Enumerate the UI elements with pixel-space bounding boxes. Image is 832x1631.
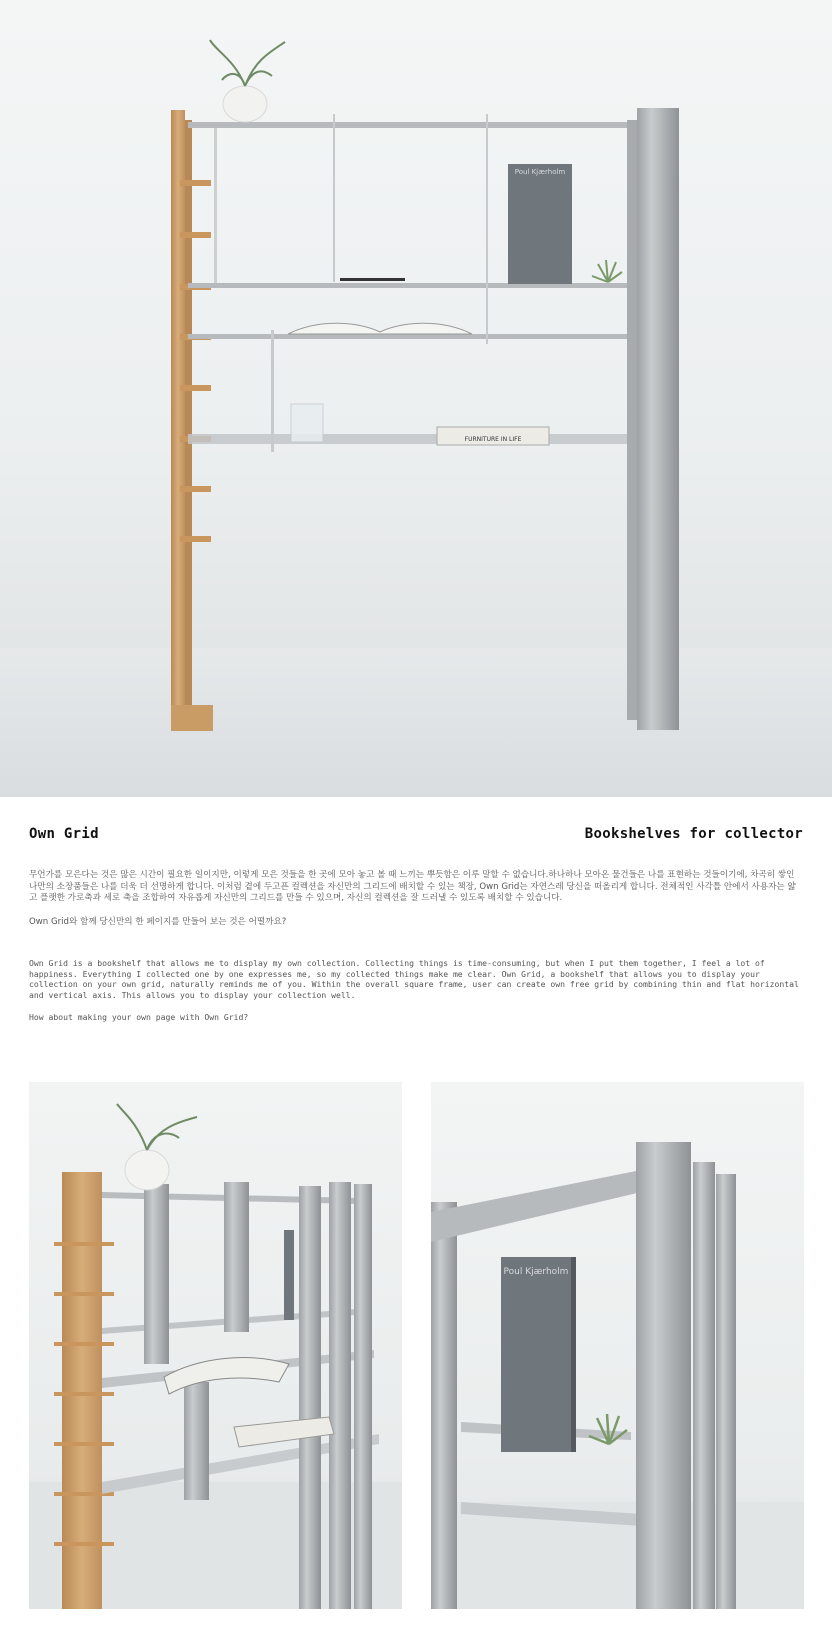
description-en-paragraph-1: Own Grid is a bookshelf that allows me to display my own collection. Collecting things is time-consuming, but when I put them together, I feel a lot of happiness. Everything I collected one by one expresses me, so my collected things make me clear. Own Grid, a bookshelf that allows you to display your collection on your own grid, naturally reminds me of you. Within the overall square frame, user can create own free grid by combining thin and flat horizontal and vertical axis. This allows you to display your collection well. <box>29 958 799 1000</box>
pen <box>340 278 405 281</box>
description-en-paragraph-2: How about making your own page with Own Grid? <box>29 1012 249 1022</box>
small-plant <box>592 260 622 282</box>
bookshelf-angle-illustration <box>29 1082 402 1609</box>
lying-book <box>437 427 549 445</box>
steel-column <box>627 108 679 730</box>
description-ko-paragraph-2: Own Grid와 함께 당신만의 한 페이지를 만들어 보는 것은 어떨까요? <box>29 917 287 927</box>
open-book <box>288 323 472 334</box>
hero-photo <box>0 0 832 797</box>
lying-book-title: FURNITURE IN LIFE <box>464 436 522 443</box>
plant-vase-left <box>117 1104 197 1190</box>
standing-book-right <box>501 1257 576 1452</box>
plant-vase <box>210 40 285 122</box>
gallery-photo-left <box>29 1082 402 1609</box>
glass <box>291 404 323 442</box>
floor <box>0 648 832 797</box>
standing-book-left <box>284 1230 294 1320</box>
description-ko-paragraph-1: 무언가를 모은다는 것은 많은 시간이 필요한 일이지만, 이렇게 모은 것들을 한 곳에 모아 놓고 볼 때 느끼는 뿌듯함은 이루 말할 수 없습니다.하나하나 모아온 물건들은 나를 표현하는 것들이기에, 차곡히 쌓인 나만의 소장품들은 나를 더욱 더 선명하게 합니다. 이처럼 곁에 두고픈 컬렉션을 자신만의 그리드에 배치할 수 있는 책장, Own Grid는 자연스레 당신을 떠올리게 합니다. 전체적인 사각틀 안에서 사용자는 얇고 플랫한 가로축과 세로 축을 조합하여 자유롭게 자신만의 그리드를 만들 수 있으며, 자신의 컬렉션을 잘 드러낼 수 있도록 배치할 수 있습니다. <box>29 870 796 904</box>
standing-book <box>508 164 572 284</box>
bookshelf-illustration <box>0 0 832 797</box>
standing-book-title: Poul Kjærholm <box>514 168 566 176</box>
wood-ladder-left <box>54 1172 114 1609</box>
standing-book-right-title: Poul Kjærholm <box>503 1267 569 1277</box>
wood-ladder <box>171 110 213 731</box>
bookshelf-detail-illustration <box>431 1082 804 1609</box>
title-row <box>29 826 803 846</box>
steel-shelves <box>188 114 644 452</box>
open-book-left <box>164 1358 289 1394</box>
project-subtitle: Bookshelves for collector <box>584 826 803 842</box>
gallery-photo-right <box>431 1082 804 1609</box>
project-title: Own Grid <box>29 826 99 842</box>
